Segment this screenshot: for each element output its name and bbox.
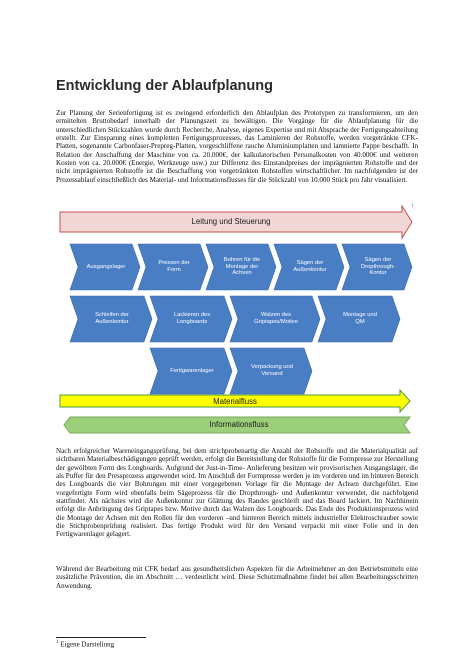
figure-footnote-mark: 1 bbox=[411, 204, 414, 209]
section-heading: Entwicklung der Ablaufplanung bbox=[56, 78, 273, 94]
step-label-ausgangslager: Ausgangslager bbox=[86, 263, 126, 270]
process-description-paragraph: Nach erfolgreicher Wareneingangsprüfung, bei dem strichprobenartig die Anzahl der Rohstoffe und die Materialqualität auf sichtbaren Materialbeschädigungen geprüft werden, erfolgt die Bereitstellung der Rohstoffe für die Formpresse zur Herstellung der gewölbten Form des Longboards. Aufgrund der Just-in-Time- Anlieferung besitzen wir provisorischen Ausgangslager, die als Puffer für den Pressprozess angewendet wird. Im Anschluß der Formpresse werden je im vorderen und im hinteren Bereich des Longboards die vier Bohrungen mit einer vorgegebenen Vorlage für die Montage der Achsen durchgeführt. Eine vorgefertigte Form wird ebenfalls beim Sägeprozess für die Dropthrough- und Außenkontur verwendet, die nachfolgend stattfindet. Als nächstes wird die Außenkontur zur Glättung des Randes geschleift und das Board lackiert. Im Nachhinein erfolgt die Anbringung des Griptapes bzw. Motive durch das Walzen des Longboards. Das Ende des Produktionsprozess wird die Montage der Achsen mit den Rollen für den vorderen –und hinteren Bereich mittels industrieller Elektroschrauber sowie die Stichprobenprüfung realisiert. Das fertige Produkt wird für den Versand verpackt mit einer Folie und in den Fertigwarenlager gelagert. bbox=[56, 447, 418, 539]
step-label-saegen-aussen: Sägen der Außenkontur bbox=[293, 260, 327, 273]
step-label-pressen: Pressen der Form bbox=[158, 260, 190, 273]
step-label-bohren: Bohren für die Montage der Achsen bbox=[223, 257, 261, 277]
safety-paragraph: Während der Bearbeitung mit CFK bedarf aus gesundheitslichen Aspekten für die Arbeitnehmer an den Betriebsmitteln eine zusätzliche Prävention, die im Abschnitt … verdeutlicht wird. Diese Schutzmaßnahme findet bei allen Bearbeitungsschritten Anwendung. bbox=[56, 565, 418, 590]
information-flow-label: Informationsfluss bbox=[209, 420, 269, 429]
step-label-fertigwarenlager: Fertigwarenlager bbox=[170, 367, 214, 374]
intro-paragraph: Zur Planung der Serienfertigung ist es zwingend erforderlich den Ablaufplan des Prototypen zu transformieren, um den ermittelten Bruttobedarf innerhalb der Planungszeit zu bewältigen. Die Vorgänge für die Ablaufplanung für die unterschiedlichen Stückzahlen wurde durch Recherche, Analyse, eigenes Expertise und mit Absprache der Fertigungsabteilung erstellt. Zur Einsparung eines kompletten Fertigungsprozesses, das Laminieren der Rohstoffe, werden vorgetränkte CFK-Platten, sogenannte Carbonfaser-Prepreg-Platten, vorgeschliffene rauche Aluminiumplatten und lamnierte Pappe beschafft. In Relation der Anschaffung der Maschine von ca. 20.000€, der kalkulatorischen Personalkosten von 40.000€ und weiteren Kosten von ca. 20.000€ (Energie, Werkzeuge usw.) zur Differenz des Einstandpreises der imprägnierten Rohstoffe und der nicht imprägnierten Rohstoffe ist die Beschaffung von vorgetränkten Rohstoffen wirtschaftlicher. Im nachfolgenden ist der Prozessablauf einschließlich des Material- und Informationsflusses für die Stückzahl von 10.000 Stück pro Jahr visualisiert. bbox=[56, 109, 418, 184]
process-flow-diagram bbox=[60, 204, 418, 436]
step-label-lackieren: Lackieren des Longboards bbox=[173, 312, 211, 325]
step-label-walzen: Walzen des Griptapes/Motive bbox=[254, 312, 298, 325]
footnote-separator bbox=[56, 637, 146, 638]
step-label-schleifen: Schleifen der Außenkontur bbox=[95, 312, 129, 325]
footnote-text: Eigene Darstellung bbox=[58, 640, 115, 649]
step-label-saegen-drop: Sägen der Dropthrough- Kontur bbox=[360, 257, 396, 277]
footnote-mark: 1 bbox=[56, 640, 59, 645]
step-label-verpackung: Verpackung und Versand bbox=[251, 364, 293, 377]
material-flow-label: Materialfluss bbox=[213, 397, 257, 406]
footnote bbox=[56, 640, 114, 648]
control-band-label: Leitung und Steuerung bbox=[191, 217, 271, 226]
step-label-montage: Montage und QM bbox=[343, 312, 377, 325]
